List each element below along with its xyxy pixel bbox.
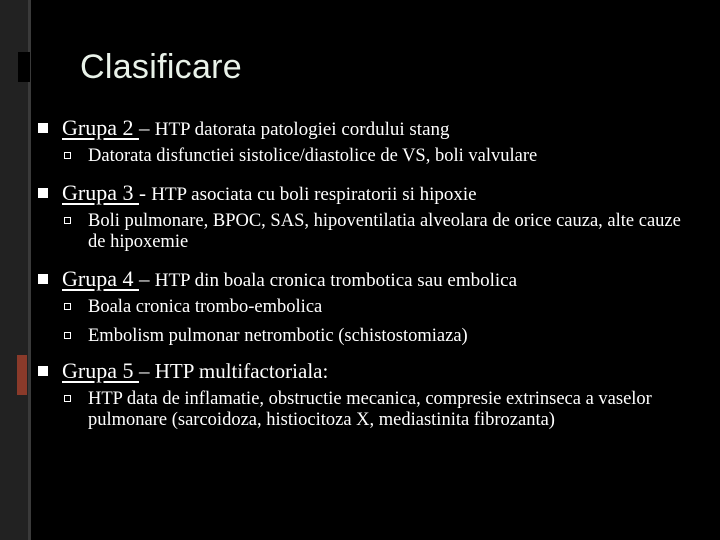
group-item xyxy=(36,357,706,385)
group-name: Grupa 5 xyxy=(62,358,139,383)
group-description: HTP asociata cu boli respiratorii si hipoxie xyxy=(151,184,477,205)
square-bullet-icon xyxy=(38,274,48,284)
group-name: Grupa 4 xyxy=(62,266,139,291)
title-marker-block xyxy=(18,52,30,82)
square-bullet-icon xyxy=(38,123,48,133)
sub-item xyxy=(88,389,706,431)
square-bullet-icon xyxy=(38,366,48,376)
slide-title: Clasificare xyxy=(80,48,243,86)
accent-marker-block xyxy=(17,355,27,395)
sub-item-text: Boala cronica trombo-embolica xyxy=(88,297,323,317)
sub-item-text: HTP data de inflamatie, obstructie mecanica, compresie extrinseca a vaselor pulmonare (sarcoidoza, histiocitoza X, mediastinita fibrozanta) xyxy=(88,389,652,430)
group-item xyxy=(36,114,706,144)
sub-item xyxy=(88,297,706,318)
sub-item xyxy=(88,146,706,167)
sub-list xyxy=(36,211,706,253)
group-separator: - xyxy=(138,181,152,205)
slide-content xyxy=(36,114,706,439)
sub-item xyxy=(88,211,706,253)
group-separator: – xyxy=(138,116,155,140)
hollow-square-bullet-icon xyxy=(64,395,71,402)
sub-item xyxy=(88,326,706,347)
sub-item-text: Boli pulmonare, BPOC, SAS, hipoventilatia alveolara de orice cauza, alte cauze de hipoxemie xyxy=(88,211,681,252)
group-separator: – xyxy=(138,267,155,291)
group-name: Grupa 3 xyxy=(62,180,139,205)
hollow-square-bullet-icon xyxy=(64,152,71,159)
group-description: HTP din boala cronica trombotica sau embolica xyxy=(154,270,518,291)
group-description: HTP multifactoriala: xyxy=(154,359,329,383)
hollow-square-bullet-icon xyxy=(64,332,71,339)
hollow-square-bullet-icon xyxy=(64,303,71,310)
sub-item-text: Embolism pulmonar netrombotic (schistostomiaza) xyxy=(88,326,468,346)
sub-item-text: Datorata disfunctiei sistolice/diastolice de VS, boli valvulare xyxy=(88,146,538,166)
group-description: HTP datorata patologiei cordului stang xyxy=(154,119,450,140)
square-bullet-icon xyxy=(38,188,48,198)
group-name: Grupa 2 xyxy=(62,115,139,140)
group-item xyxy=(36,179,706,209)
group-separator: – xyxy=(138,359,155,383)
sub-list xyxy=(36,297,706,347)
group-item xyxy=(36,265,706,295)
sub-list xyxy=(36,389,706,431)
hollow-square-bullet-icon xyxy=(64,217,71,224)
sub-list xyxy=(36,146,706,167)
